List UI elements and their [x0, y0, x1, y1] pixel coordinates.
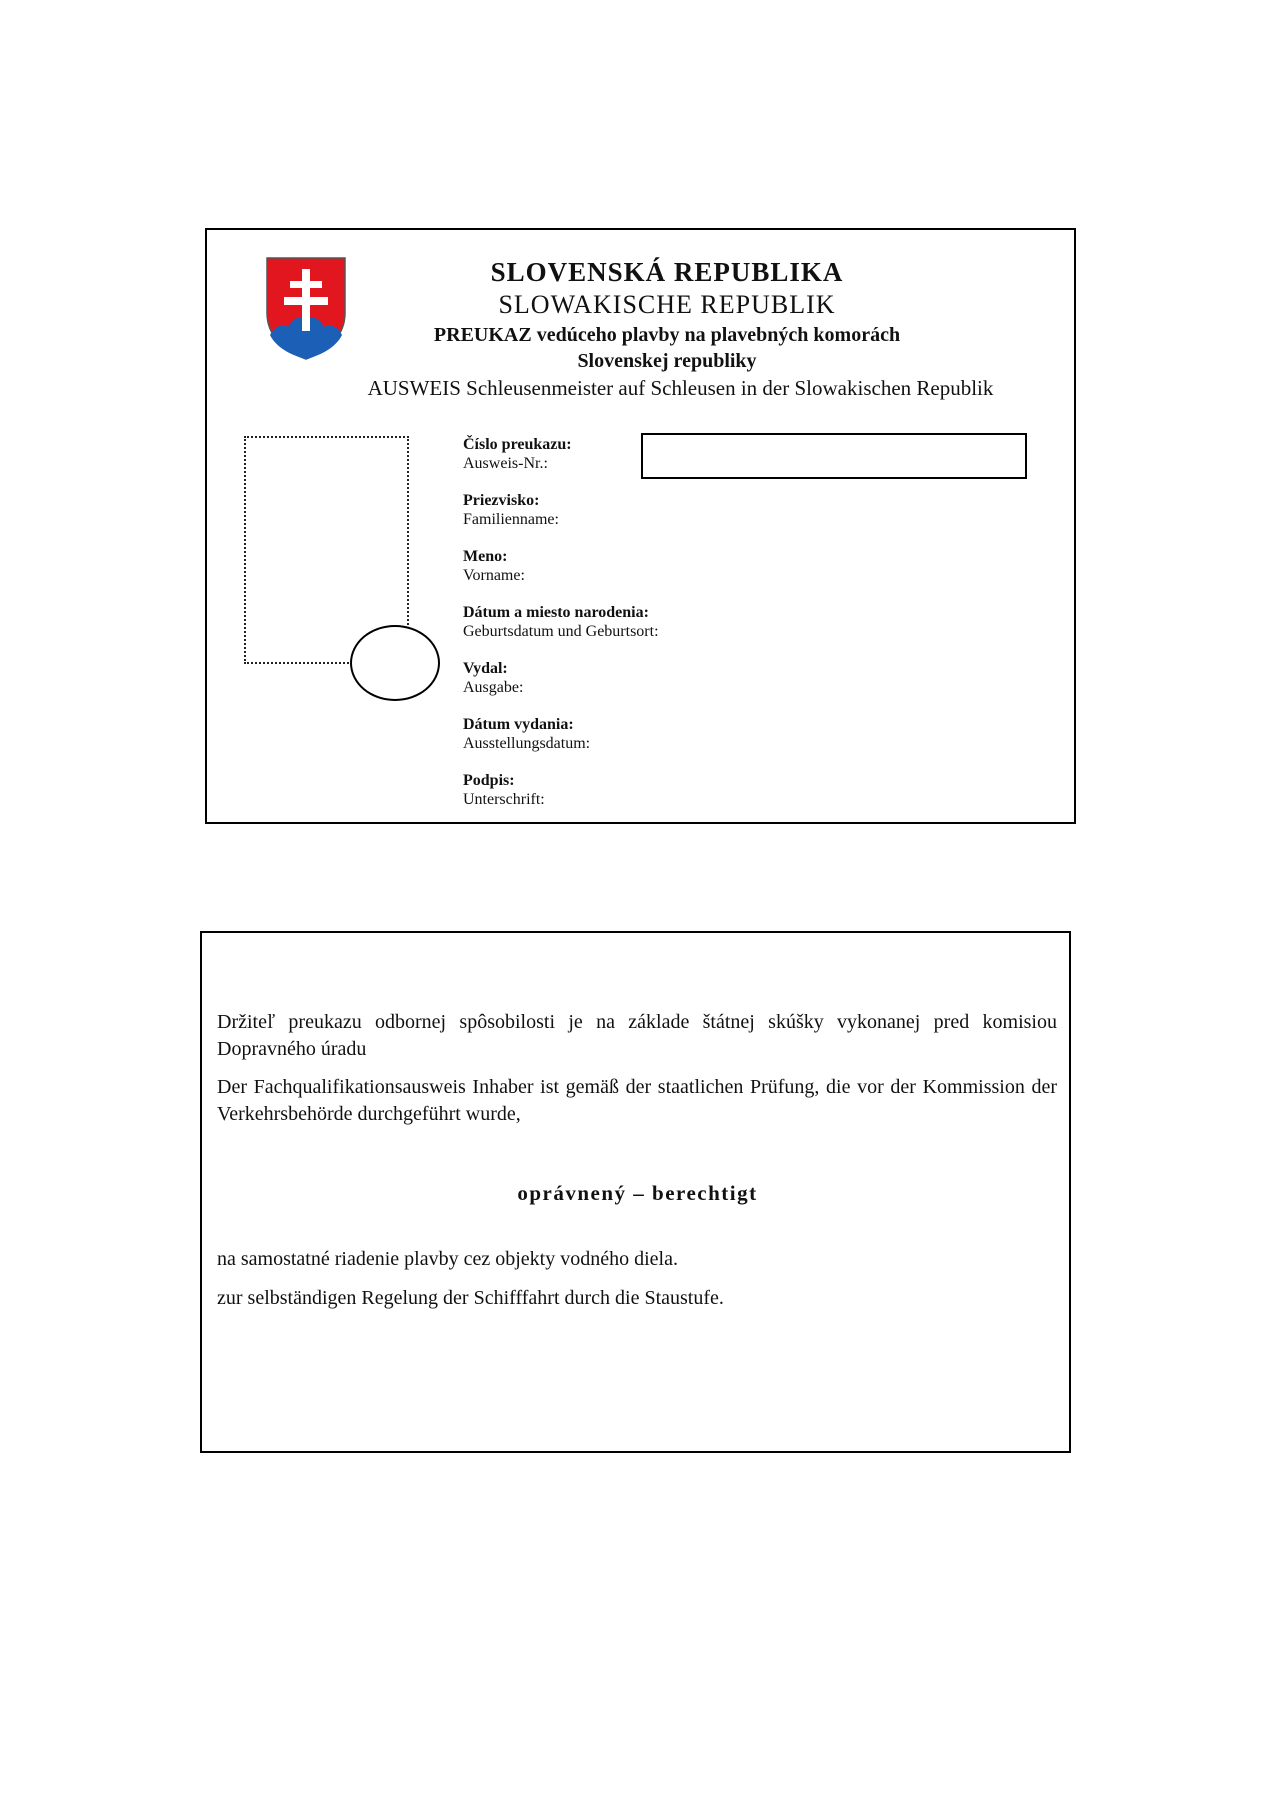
- field-sublabel: Ausgabe:: [463, 679, 524, 696]
- title-slovak-republic: SLOVENSKÁ REPUBLIKA: [490, 257, 844, 287]
- license-card-front: [205, 228, 1076, 824]
- license-number-box: [641, 433, 1027, 479]
- field-sublabel: Geburtsdatum und Geburtsort:: [463, 623, 659, 640]
- field-label: Priezvisko:: [463, 492, 540, 509]
- field-sublabel: Ausstellungsdatum:: [463, 735, 591, 752]
- license-card-back: [200, 931, 1071, 1453]
- field-sublabel: Ausweis-Nr.:: [463, 455, 548, 472]
- field-birth-date-place: [463, 603, 659, 659]
- qualification-text-de: Der Fachqualifikationsausweis Inhaber ist gemäß der staatlichen Prüfung, die vor der Kommission der Verkehrsbehörde durchgeführt wurde,: [217, 1076, 1057, 1125]
- scope-text-sk: na samostatné riadenie plavby cez objekty vodného diela.: [217, 1248, 678, 1270]
- field-label: Vydal:: [463, 660, 508, 677]
- document-title-de: AUSWEIS Schleusenmeister auf Schleusen in der Slowakischen Republik: [367, 376, 994, 400]
- field-sublabel: Familienname:: [463, 511, 559, 528]
- field-sublabel: Unterschrift:: [463, 791, 545, 808]
- scope-text-de: zur selbständigen Regelung der Schifffahrt durch die Staustufe.: [217, 1287, 724, 1309]
- field-signature: [463, 771, 659, 827]
- field-sublabel: Vorname:: [463, 567, 525, 584]
- field-label: Podpis:: [463, 772, 515, 789]
- field-issue-date: [463, 715, 659, 771]
- field-issued-by: [463, 659, 659, 715]
- holder-fields: [463, 435, 659, 827]
- field-label: Dátum a miesto narodenia:: [463, 604, 649, 621]
- field-surname: [463, 491, 659, 547]
- field-label: Číslo preukazu:: [463, 436, 572, 453]
- title-slowakische-republik: SLOWAKISCHE REPUBLIK: [498, 290, 836, 319]
- stamp-circle: [350, 625, 440, 701]
- field-first-name: [463, 547, 659, 603]
- authorized-heading: oprávnený – berechtigt: [517, 1181, 758, 1205]
- field-label: Meno:: [463, 548, 508, 565]
- field-license-number: [463, 435, 659, 491]
- document-title-sk-line2: Slovenskej republiky: [577, 350, 757, 372]
- qualification-text-sk: Držiteľ preukazu odbornej spôsobilosti je na základe štátnej skúšky vykonanej pred komisiou Dopravného úradu: [217, 1011, 1057, 1060]
- document-title-sk-line1: PREUKAZ vedúceho plavby na plavebných komorách: [433, 324, 901, 346]
- field-label: Dátum vydania:: [463, 716, 574, 733]
